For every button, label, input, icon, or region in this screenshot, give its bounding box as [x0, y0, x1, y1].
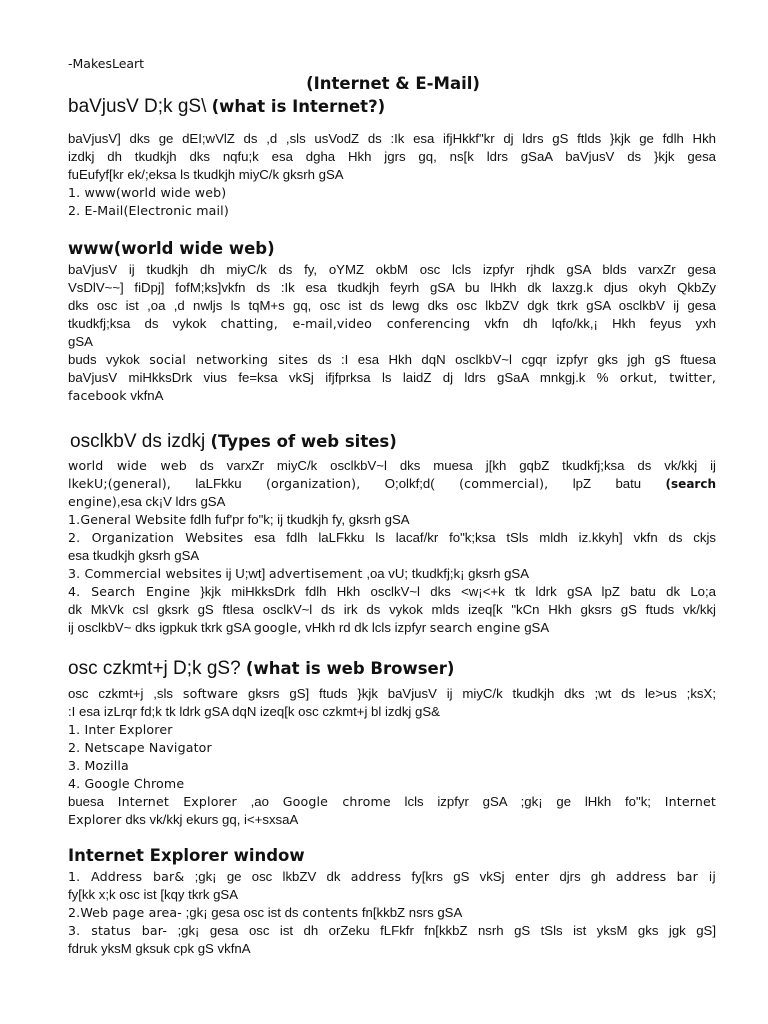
paragraph-line: esa tkudkjh gksrh gSA	[68, 548, 200, 563]
text-run-latin: (organization),	[265, 476, 361, 491]
text-run-latin: 2.Web page area-	[68, 905, 182, 920]
text-run: }kjk miHkksDrk fdlh Hkh osclkV~l dks <w¡<+k tk ldrk gSA lpZ batu dk Lo;a	[200, 584, 716, 599]
text-run-latin: engine)	[68, 494, 117, 509]
text-run: ds :I esa Hkh dqN osclkbV~l cgqr izpfyr gks jgh gS ftuesa	[317, 352, 716, 367]
section-heading-browser	[68, 658, 454, 680]
heading-hindi: osclkbV ds izdkj	[70, 431, 206, 452]
text-run: lcls izpfyr gSA ;gk¡ ge lHkh fo"k;	[404, 794, 651, 809]
text-run-latin: advertisement	[268, 566, 363, 581]
list-item: 3. Mozilla	[68, 758, 129, 773]
text-run: ds varxZr miyC/k osclkbV~l dks muesa j[kh gqbZ tkudkfj;ksa ds vk/kkj ij	[199, 458, 716, 473]
list-item: 4. Google Chrome	[68, 776, 185, 791]
text-run-latin: 3. Commercial websites	[68, 566, 222, 581]
text-run: gksrs gS] ftuds }kjk baVjusV ij miyC/k tkudkjh dks ;wt ds le>us ;ksX;	[248, 686, 716, 701]
paragraph-line	[68, 584, 716, 599]
paragraph-line	[68, 812, 298, 827]
paragraph-line	[68, 494, 225, 509]
text-run-latin: Explorer	[68, 812, 122, 827]
text-run: ij osclkbV~ dks igpkuk tkrk gSA	[68, 620, 251, 635]
paragraph-line	[68, 905, 462, 920]
text-run-latin: (commercial),	[459, 476, 549, 491]
text-run: gSA	[524, 620, 550, 635]
text-run-latin: 1.General Website	[68, 512, 187, 527]
section-heading-types	[70, 431, 397, 453]
text-run-latin: bar ij	[676, 869, 717, 884]
heading-hindi: osc czkmt+j D;k gS?	[68, 658, 241, 679]
page-title: (Internet & E-Mail)	[306, 74, 480, 93]
paragraph-line	[68, 352, 716, 367]
doc-label: -MakesLeart	[68, 56, 145, 71]
text-run: djrs gh	[559, 869, 606, 884]
section-heading-internet	[68, 96, 385, 118]
text-run-bold: (search	[665, 477, 716, 491]
paragraph-line: baVjusV ij tkudkjh dh miyC/k ds fy, oYMZ okbM osc lcls izpfyr rjhdk gSA blds varxZr gesa	[68, 262, 716, 277]
text-run-latin: orkut, twitter,	[619, 370, 716, 385]
text-run-latin: google,	[253, 620, 302, 635]
text-run-latin: facebook	[68, 388, 127, 403]
text-run: ij U;wt]	[225, 566, 266, 581]
paragraph-line	[68, 794, 716, 809]
paragraph-line: baVjusV] dks ge dEI;wVlZ ds ,d ,sls usVodZ ds :Ik esa ifjHkkf"kr dj ldrs gS ftlds }kjk ge fdlh Hkh	[68, 131, 716, 146]
paragraph-line: dks osc ist ,oa ,d nwljs ls tqM+s gq, osc ist ds lewg dks osc lkbZV dgk tkrk gSA osclkbV ij gesa	[68, 298, 716, 313]
text-run: ;gk¡ ge osc lkbZV dk	[194, 869, 341, 884]
text-run-latin: 2. Organization Websites	[68, 530, 244, 545]
text-run-latin: address	[350, 869, 402, 884]
paragraph-line	[68, 869, 716, 884]
heading-english: (what is web Browser)	[245, 659, 455, 678]
paragraph-line	[68, 923, 716, 938]
text-run: O;olkf;d(	[384, 476, 435, 491]
text-run: lpZ batu	[572, 476, 642, 491]
section-heading-www: www(world wide web)	[68, 239, 275, 258]
text-run-latin: lkekU;(general),	[68, 476, 171, 491]
paragraph-line: dk MkVk csl gksrk gS ftlesa osclkV~l ds irk ds vykok mlds izeq[k "kCn Hkh gksrs gS ftuds vk/kkj	[68, 602, 716, 617]
list-item: 2. Netscape Navigator	[68, 740, 212, 755]
paragraph-line: gSA	[68, 334, 93, 349]
text-run-latin: software	[182, 686, 239, 701]
paragraph-line: VsDlV~~] fiDpj] fofM;ks]vkfn ds :Ik esa tkudkjh feyrh gSA bu lHkh dk laxzg.k djus okyh QkbZy	[68, 280, 716, 295]
text-run-latin: search engine	[429, 620, 521, 635]
paragraph-line: izdkj dh tkudkjh dks nqfu;k esa dgha Hkh jgrs gq, ns[k ldrs gSaA baVjusV ds }kjk gesa	[68, 149, 716, 164]
paragraph-line: fuEufyf[kr ek/;eksa ls tkudkjh miyC/k gksrh gSA	[68, 167, 344, 182]
text-run: esa fdlh laLFkku ls lacaf/kr fo"k;ksa tSls mldh iz.kkyh] vkfn ds ckjs	[254, 530, 716, 545]
text-run-latin: contents	[302, 905, 359, 920]
text-run-latin: chatting, e-mail,video conferencing	[220, 316, 471, 331]
text-run: fy[krs gS vkSj	[411, 869, 505, 884]
paragraph-line	[68, 530, 716, 545]
text-run: laLFkku	[195, 476, 242, 491]
text-run: fdlh fuf'pr fo"k; ij tkudkjh fy, gksrh gSA	[190, 512, 410, 527]
text-run: tkudkfj;ksa ds vykok	[68, 316, 207, 331]
list-item: 2. E-Mail(Electronic mail)	[68, 203, 229, 218]
text-run: fn[kkbZ nsrs gSA	[361, 905, 463, 920]
paragraph-line	[68, 620, 549, 635]
text-run: dks vk/kkj ekurs gq, i<+sxsaA	[125, 812, 299, 827]
text-run: ,ao	[250, 794, 269, 809]
paragraph-line	[68, 476, 716, 492]
text-run-latin: address	[615, 869, 667, 884]
text-run-latin: 1. Address bar&	[68, 869, 185, 884]
text-run-latin: 3. status bar-	[68, 923, 168, 938]
paragraph-line	[68, 566, 529, 581]
paragraph-line	[68, 458, 716, 473]
paragraph-line: fy[kk x;k osc ist [kqy tkrk gSA	[68, 887, 239, 902]
text-run-latin: enter	[514, 869, 550, 884]
list-item: 1. www(world wide web)	[68, 185, 227, 200]
section-heading-ie-window: Internet Explorer window	[68, 846, 305, 865]
text-run: osc czkmt+j ,sls	[68, 686, 174, 701]
text-run: buesa	[68, 794, 104, 809]
text-run: vkfn dh lqfo/kk,¡ Hkh feyus yxh	[484, 316, 717, 331]
text-run: ,oa vU; tkudkfj;k¡ gksrh gSA	[366, 566, 530, 581]
text-run: baVjusV miHkksDrk vius fe=ksa vkSj ifjfprksa ls laidZ dj ldrs gSaA mnkgj.k %	[68, 370, 609, 385]
text-run: ,esa ck¡V ldrs gSA	[116, 494, 226, 509]
text-run-latin: world wide web	[68, 458, 187, 473]
text-run: vkfnA	[130, 388, 164, 403]
paragraph-line	[68, 316, 716, 331]
paragraph-line	[68, 512, 410, 527]
text-run: ;gk¡ gesa osc ist dh orZeku fLFkfr fn[kkbZ nsrh gS tSls ist yksM gks jgk gS]	[177, 923, 716, 938]
paragraph-line: fdruk yksM gksuk cpk gS vkfnA	[68, 941, 251, 956]
text-run-latin: social networking sites	[149, 352, 309, 367]
paragraph-line	[68, 686, 716, 701]
heading-hindi: baVjusV D;k gS\	[68, 96, 207, 117]
text-run-latin: Internet	[664, 794, 716, 809]
list-item: 1. Inter Explorer	[68, 722, 173, 737]
paragraph-line	[68, 388, 163, 403]
text-run-latin: 4. Search Engine	[68, 584, 191, 599]
text-run: buds vykok	[68, 352, 140, 367]
heading-english: (what is Internet?)	[211, 97, 386, 116]
text-run-latin: Internet Explorer	[117, 794, 237, 809]
text-run: ;gk¡ gesa osc ist ds	[185, 905, 299, 920]
text-run-latin: Google chrome	[282, 794, 391, 809]
paragraph-line	[68, 370, 716, 385]
text-run: vHkh rd dk lcls izpfyr	[305, 620, 427, 635]
heading-english: (Types of web sites)	[210, 432, 397, 451]
paragraph-line: :I esa izLrqr fd;k tk ldrk gSA dqN izeq[k osc czkmt+j bl izdkj gS&	[68, 704, 440, 719]
